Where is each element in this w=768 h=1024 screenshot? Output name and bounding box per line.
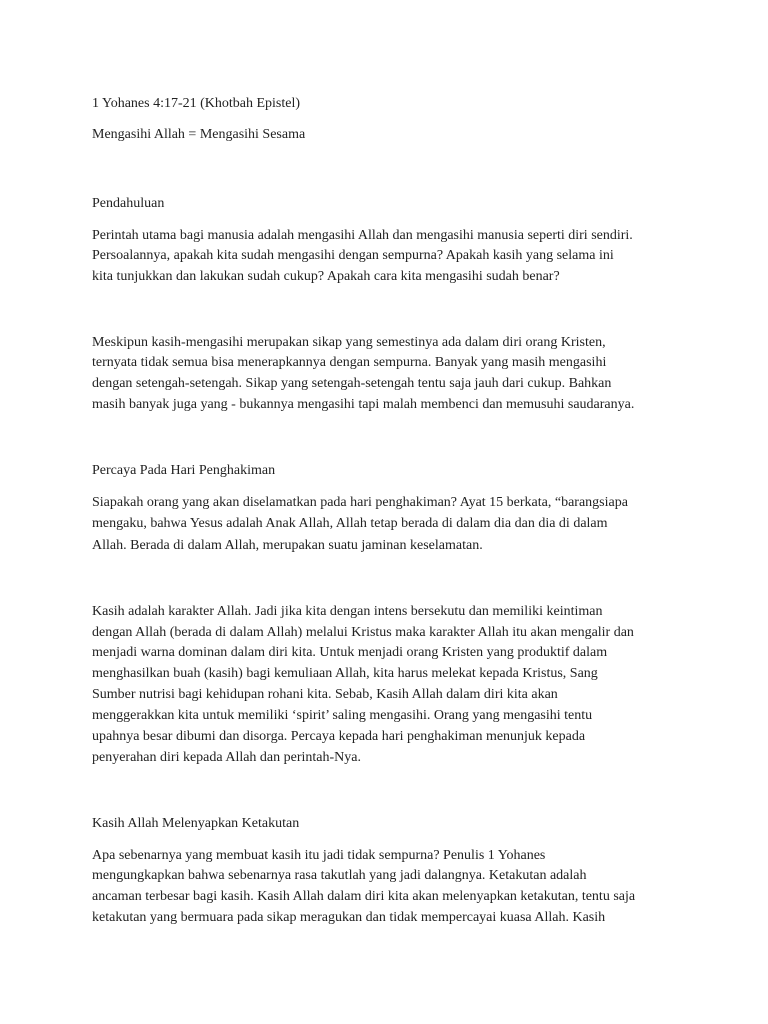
- paragraph-line: ancaman terbesar bagi kasih. Kasih Allah dalam diri kita akan melenyapkan ketakutan, tentu saja: [92, 889, 636, 904]
- paragraph-line: upahnya besar dibumi dan disorga. Percaya kepada hari penghakiman menunjuk kepada: [92, 729, 586, 744]
- paragraph-line: menjadi warna dominan dalam diri kita. Untuk menjadi orang Kristen yang produktif dalam: [92, 645, 608, 660]
- paragraph-line: masih banyak juga yang - bukannya mengasihi tapi malah membenci dan memusuhi saudaranya.: [92, 397, 635, 412]
- paragraph-line: menggerakkan kita untuk memiliki ‘spirit’ saling mengasihi. Orang yang mengasihi tentu: [92, 708, 593, 723]
- section-heading-pendahuluan: Pendahuluan: [92, 196, 165, 211]
- paragraph-line: penyerahan diri kepada Allah dan perintah-Nya.: [92, 750, 362, 765]
- paragraph-line: Perintah utama bagi manusia adalah mengasihi Allah dan mengasihi manusia seperti diri sendiri.: [92, 228, 633, 243]
- paragraph-line: Kasih adalah karakter Allah. Jadi jika kita dengan intens bersekutu dan memiliki keintiman: [92, 604, 603, 619]
- section-heading-kasih-allah: Kasih Allah Melenyapkan Ketakutan: [92, 816, 300, 831]
- paragraph-line: Persoalannya, apakah kita sudah mengasihi dengan sempurna? Apakah kasih yang selama ini: [92, 248, 614, 263]
- paragraph-line: dengan setengah-setengah. Sikap yang setengah-setengah tentu saja jauh dari cukup. Bahkan: [92, 376, 612, 391]
- paragraph-line: ternyata tidak semua bisa menerapkannya dengan sempurna. Banyak yang masih mengasihi: [92, 355, 607, 370]
- paragraph-line: Sumber nutrisi bagi kehidupan rohani kita. Sebab, Kasih Allah dalam diri kita akan: [92, 687, 558, 702]
- paragraph-line: menghasilkan buah (kasih) bagi kemuliaan Allah, kita harus melekat kepada Kristus, Sang: [92, 666, 598, 681]
- paragraph-line: Meskipun kasih-mengasihi merupakan sikap yang semestinya ada dalam diri orang Kristen,: [92, 335, 606, 350]
- paragraph-line: ketakutan yang bermuara pada sikap meragukan dan tidak mempercayai kuasa Allah. Kasih: [92, 910, 606, 925]
- paragraph-line: dengan Allah (berada di dalam Allah) melalui Kristus maka karakter Allah itu akan mengalir dan: [92, 625, 634, 640]
- document-title: 1 Yohanes 4:17-21 (Khotbah Epistel): [92, 96, 301, 111]
- paragraph-line: Allah. Berada di dalam Allah, merupakan suatu jaminan keselamatan.: [92, 538, 483, 553]
- paragraph-line: Siapakah orang yang akan diselamatkan pada hari penghakiman? Ayat 15 berkata, “barangsiapa: [92, 495, 628, 510]
- section-heading-percaya: Percaya Pada Hari Penghakiman: [92, 463, 276, 478]
- paragraph-line: kita tunjukkan dan lakukan sudah cukup? Apakah cara kita mengasihi sudah benar?: [92, 269, 560, 284]
- paragraph-line: Apa sebenarnya yang membuat kasih itu jadi tidak sempurna? Penulis 1 Yohanes: [92, 848, 546, 863]
- paragraph-line: mengungkapkan bahwa sebenarnya rasa takutlah yang jadi dalangnya. Ketakutan adalah: [92, 868, 587, 883]
- paragraph-line: mengaku, bahwa Yesus adalah Anak Allah, Allah tetap berada di dalam dia dan dia di dalam: [92, 516, 608, 531]
- document-subtitle: Mengasihi Allah = Mengasihi Sesama: [92, 127, 306, 142]
